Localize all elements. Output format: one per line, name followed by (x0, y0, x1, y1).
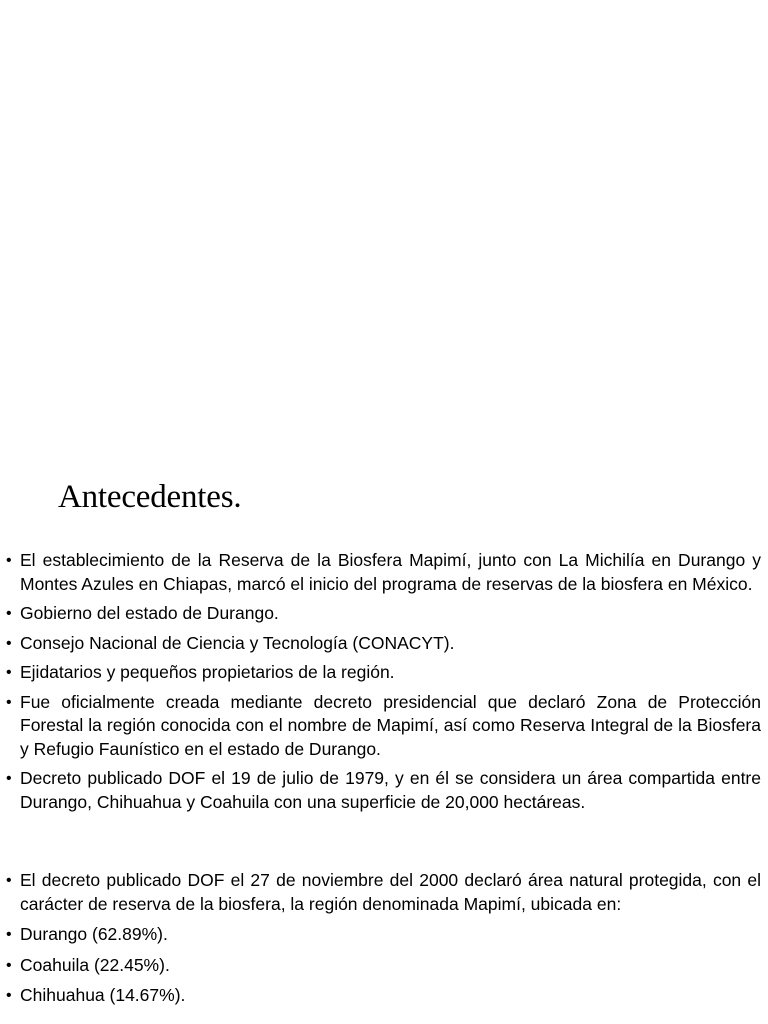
list-item-text: Durango (62.89%). (20, 924, 168, 944)
page-title: Antecedentes. (58, 479, 242, 515)
bullet-icon: • (6, 605, 12, 622)
list-item (6, 869, 761, 916)
list-item (6, 602, 761, 626)
bullet-icon: • (6, 693, 12, 711)
list-item-text: Ejidatarios y pequeños propietarios de la región. (20, 662, 395, 682)
list-item (6, 549, 761, 596)
list-item (6, 923, 761, 947)
list-item-text: Gobierno del estado de Durango. (20, 603, 279, 623)
list-item-text: Chihuahua (14.67%). (20, 985, 186, 1005)
list-item (6, 691, 761, 762)
bullet-icon: • (6, 634, 12, 652)
bullet-icon: • (6, 552, 12, 569)
bullet-icon: • (6, 956, 12, 974)
bullet-icon: • (6, 664, 12, 681)
list-item-text: Coahuila (22.45%). (20, 954, 170, 975)
list-item (6, 984, 761, 1008)
list-item (6, 661, 761, 685)
list-item-text: El establecimiento de la Reserva de la Biosfera Mapimí, junto con La Michilía en Durango y Montes Azules en Chiapas, marcó el inicio del programa de reservas de la biosfera en México. (20, 550, 761, 594)
list-item-text: El decreto publicado DOF el 27 de noviembre del 2000 declaró área natural protegida, con el carácter de reserva de la biosfera, la región denominada Mapimí, ubicada en: (20, 870, 761, 914)
list-item-text: Decreto publicado DOF el 19 de julio de 1979, y en él se considera un área compartida entre Durango, Chihuahua y Coahuila con una superficie de 20,000 hectáreas. (20, 768, 761, 812)
bullet-icon: • (6, 926, 12, 943)
list-item (6, 632, 761, 656)
bullet-icon: • (6, 770, 12, 787)
antecedentes-list (6, 549, 761, 820)
list-item (6, 954, 761, 978)
list-item-text: Consejo Nacional de Ciencia y Tecnología (CONACYT). (20, 632, 455, 653)
bullet-icon: • (6, 987, 12, 1004)
decreto-2000-list (6, 869, 761, 1015)
bullet-icon: • (6, 872, 12, 889)
list-item (6, 767, 761, 814)
list-item-text: Fue oficialmente creada mediante decreto presidencial que declaró Zona de Protección Forestal la región conocida con el nombre de Mapimí, así como Reserva Integral de la Biosfera y Refugio Faunístico en el estado de Durango. (20, 691, 761, 759)
